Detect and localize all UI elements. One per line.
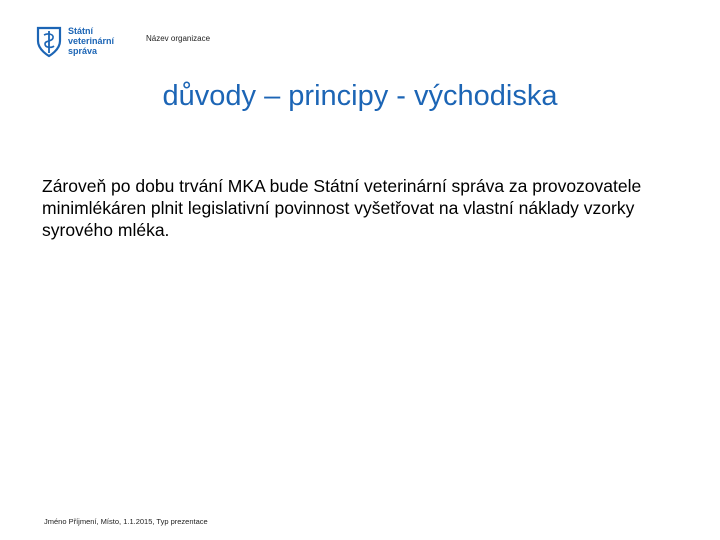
logo-wordmark <box>68 26 114 56</box>
slide-footer: Jméno Příjmení, Místo, 1.1.2015, Typ prezentace <box>44 517 208 526</box>
organization-logo <box>34 24 134 62</box>
slide-title: důvody – principy - východiska <box>162 80 558 112</box>
logo-line-1: Státní <box>68 26 94 36</box>
logo-line-2: veterinární <box>68 36 115 46</box>
slide-body-text: Zároveň po dobu trvání MKA bude Státní veterinární správa za provozovatele minimlékáren plnit legislativní povinnost vyšetřovat na vlastní náklady vzorky syrového mléka. <box>42 176 642 240</box>
logo-line-3: správa <box>68 46 98 56</box>
organization-name: Název organizace <box>146 34 211 43</box>
svs-shield-logo-icon <box>34 24 64 59</box>
